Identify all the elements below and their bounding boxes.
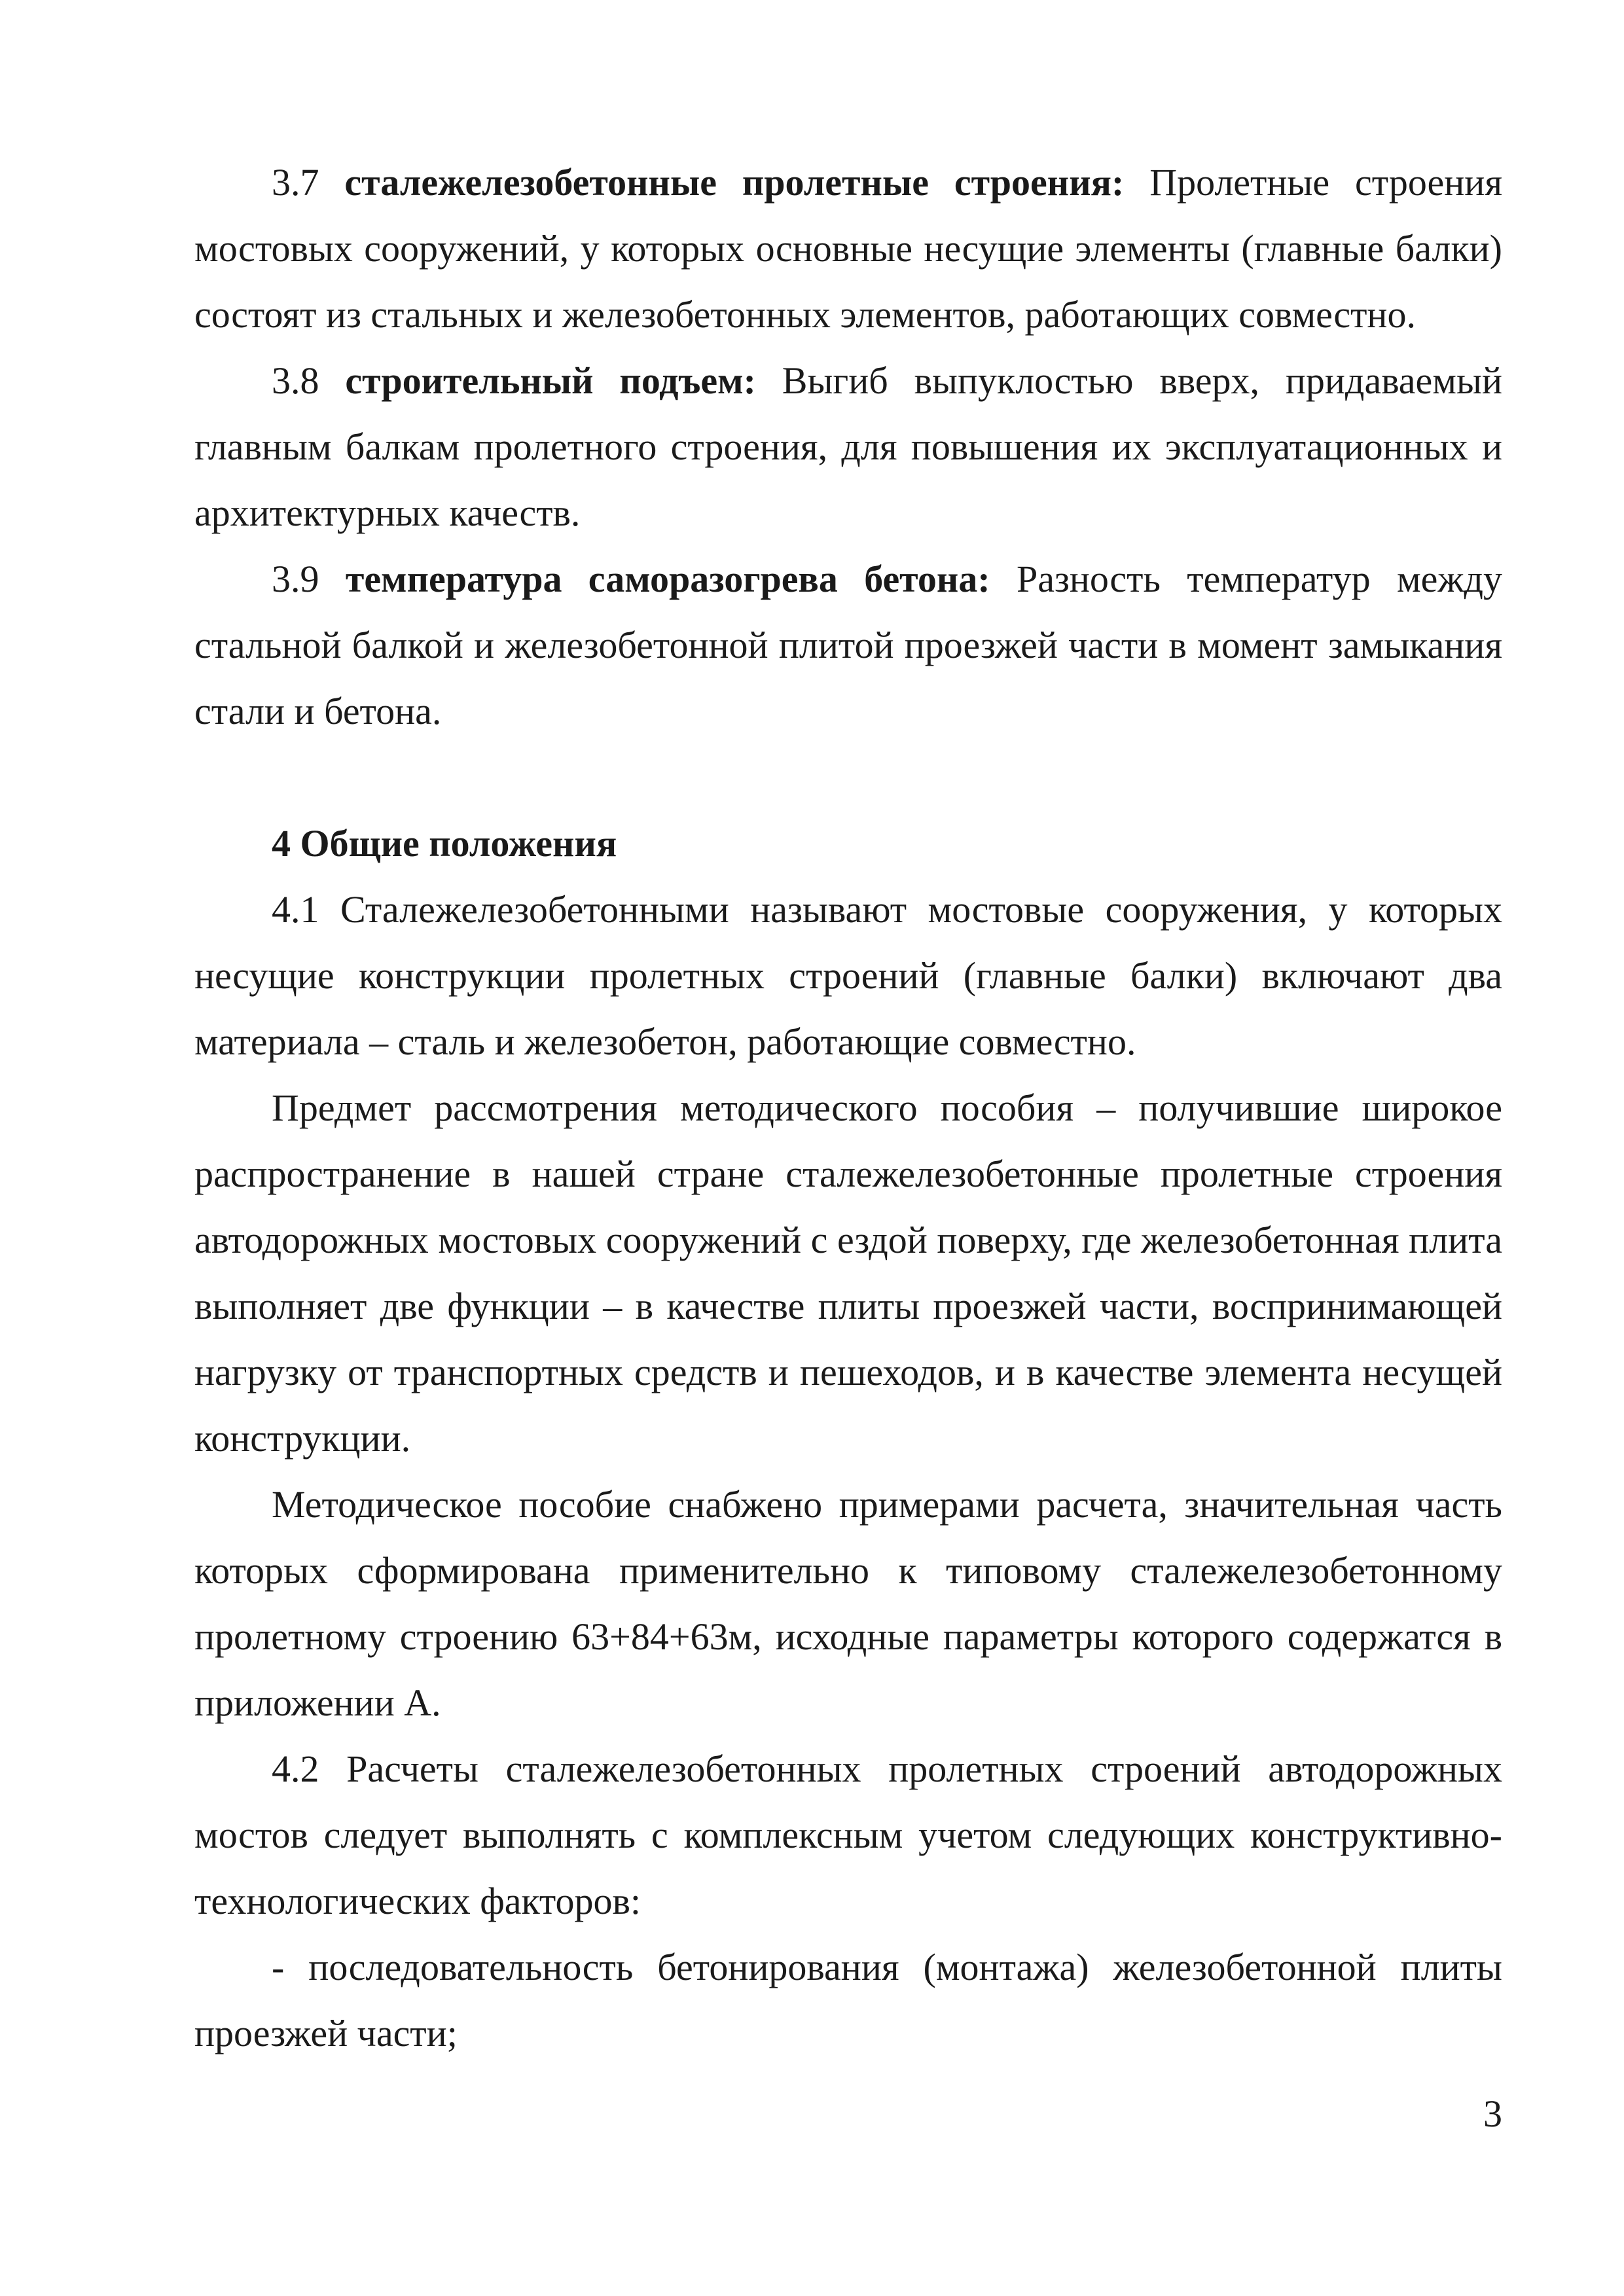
list-item: - последовательность бетонирования (монтажа) железобетонной плиты проезжей части; [194,1946,1502,2054]
definition-3-8 [194,348,1502,546]
definition-text: Выгиб выпуклостью вверх, придаваемый главным балкам пролетного строения, для повышения их эксплуатационных и архитектурных качеств. [194,359,1503,534]
paragraph-4-1: 4.1 Сталежелезобетонными называют мостовые сооружения, у которых несущие конструкции пролетных строений (главные балки) включают два материала – сталь и железобетон, работающие совместно. [194,888,1502,1063]
page-number: 3 [1483,2092,1502,2135]
definition-number: 3.9 [272,558,319,600]
definition-term: температура саморазогрева бетона: [345,558,990,600]
definition-term: сталежелезобетонные пролетные строения: [344,161,1125,204]
definition-number: 3.8 [272,359,319,402]
definition-term: строительный подъем: [345,359,756,402]
section-heading: 4 Общие положения [272,822,617,865]
paragraph-4-2: 4.2 Расчеты сталежелезобетонных пролетных строений автодорожных мостов следует выполнять с комплексным учетом следующих конструктивно-технологических факторов: [194,1748,1502,1922]
definition-3-9 [194,546,1502,744]
definition-3-7 [194,149,1502,348]
definition-number: 3.7 [272,161,319,204]
paragraph-subject: Предмет рассмотрения методического пособия – получившие широкое распространение в нашей стране сталежелезобетонные пролетные строения автодорожных мостовых сооружений с ездой поверху, где железобетонная плита выполняет две функции – в качестве плиты проезжей части, воспринимающей нагрузку от транспортных средств и пешеходов, и в качестве элемента несущей конструкции. [194,1086,1502,1460]
definition-text: Пролетные строения мостовых сооружений, у которых основные несущие элементы (главные балки) состоят из стальных и железобетонных элементов, работающих совместно. [194,161,1503,336]
definition-text: Разность температур между стальной балкой и железобетонной плитой проезжей части в момент замыкания стали и бетона. [194,558,1502,732]
document-page [194,149,1502,2066]
paragraph-examples: Методическое пособие снабжено примерами расчета, значительная часть которых сформирована применительно к типовому сталежелезобетонному пролетному строению 63+84+63м, исходные параметры которого содержатся в приложении А. [194,1483,1502,1724]
